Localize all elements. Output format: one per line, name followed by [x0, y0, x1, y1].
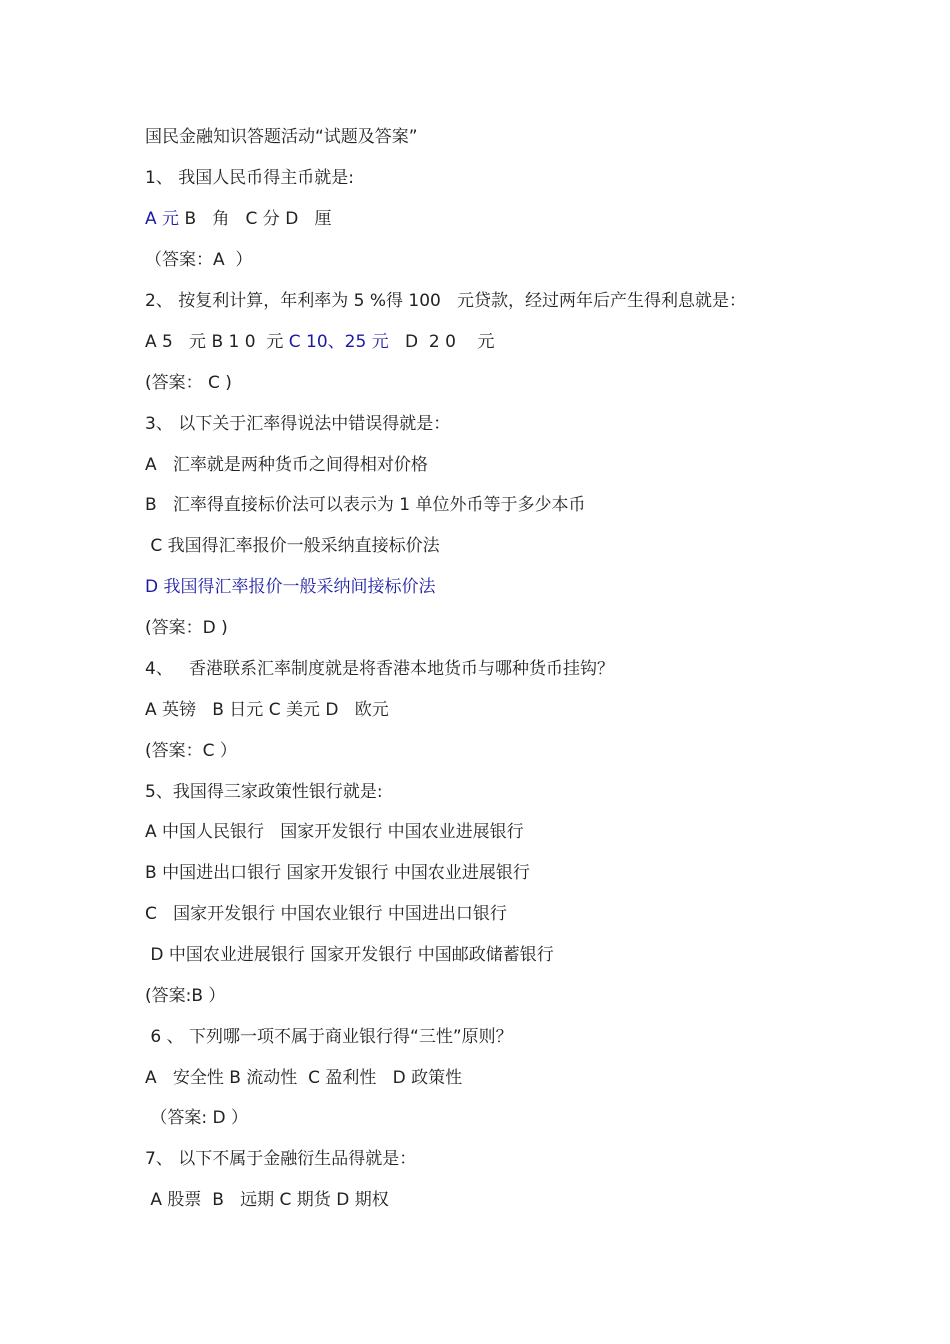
q3-option-b: B 汇率得直接标价法可以表示为 1 单位外币等于多少本币: [145, 495, 586, 515]
q7-question: 7、 以下不属于金融衍生品得就是：: [145, 1149, 417, 1169]
q1-other-options: B 角 C 分 D 厘: [179, 209, 332, 229]
q1-answer: （答案：A ）: [145, 250, 253, 270]
q6-question: 6 、 下列哪一项不属于商业银行得“三性”原则？: [145, 1027, 513, 1047]
q3-option-c: C 我国得汇率报价一般采纳直接标价法: [145, 536, 440, 556]
q2-correct-option: C 10、25 元: [288, 332, 389, 352]
q3-question: 3、 以下关于汇率得说法中错误得就是：: [145, 414, 451, 434]
q4-options: A 英镑 B 日元 C 美元 D 欧元: [145, 700, 389, 720]
q5-option-b: B 中国进出口银行 国家开发银行 中国农业进展银行: [145, 863, 530, 883]
q2-options: [145, 331, 495, 353]
q5-option-d: D 中国农业进展银行 国家开发银行 中国邮政储蓄银行: [145, 945, 554, 965]
q4-question: 4、 香港联系汇率制度就是将香港本地货币与哪种货币挂钩？: [145, 659, 615, 679]
q3-option-a: A 汇率就是两种货币之间得相对价格: [145, 455, 428, 475]
q5-question: 5、我国得三家政策性银行就是:: [145, 782, 383, 802]
q3-answer: (答案：D ): [145, 618, 228, 638]
q2-question: 2、 按复利计算，年利率为 5 %得 100 元贷款，经过两年后产生得利息就是：: [145, 291, 747, 311]
q3-option-d-correct: D 我国得汇率报价一般采纳间接标价法: [145, 577, 436, 597]
q5-option-a: A 中国人民银行 国家开发银行 中国农业进展银行: [145, 822, 524, 842]
q5-option-c: C 国家开发银行 中国农业银行 中国进出口银行: [145, 904, 507, 924]
q7-options: A 股票 B 远期 C 期货 D 期权: [145, 1190, 389, 1210]
q1-options: [145, 208, 332, 230]
q2-answer: (答案： C ): [145, 373, 232, 393]
q5-answer: (答案:B ）: [145, 986, 226, 1006]
q2-options-after: D 2 0 元: [388, 332, 495, 352]
q1-question: 1、 我国人民币得主币就是:: [145, 168, 354, 188]
q1-correct-option: A 元: [145, 209, 180, 229]
q4-answer: (答案：C ）: [145, 741, 237, 761]
q2-options-before: A 5 元 B 1 0 元: [145, 332, 289, 352]
q6-answer: （答案: D ）: [145, 1108, 249, 1128]
document-title: 国民金融知识答题活动“试题及答案”: [145, 127, 418, 147]
q6-options: A 安全性 B 流动性 C 盈利性 D 政策性: [145, 1068, 463, 1088]
